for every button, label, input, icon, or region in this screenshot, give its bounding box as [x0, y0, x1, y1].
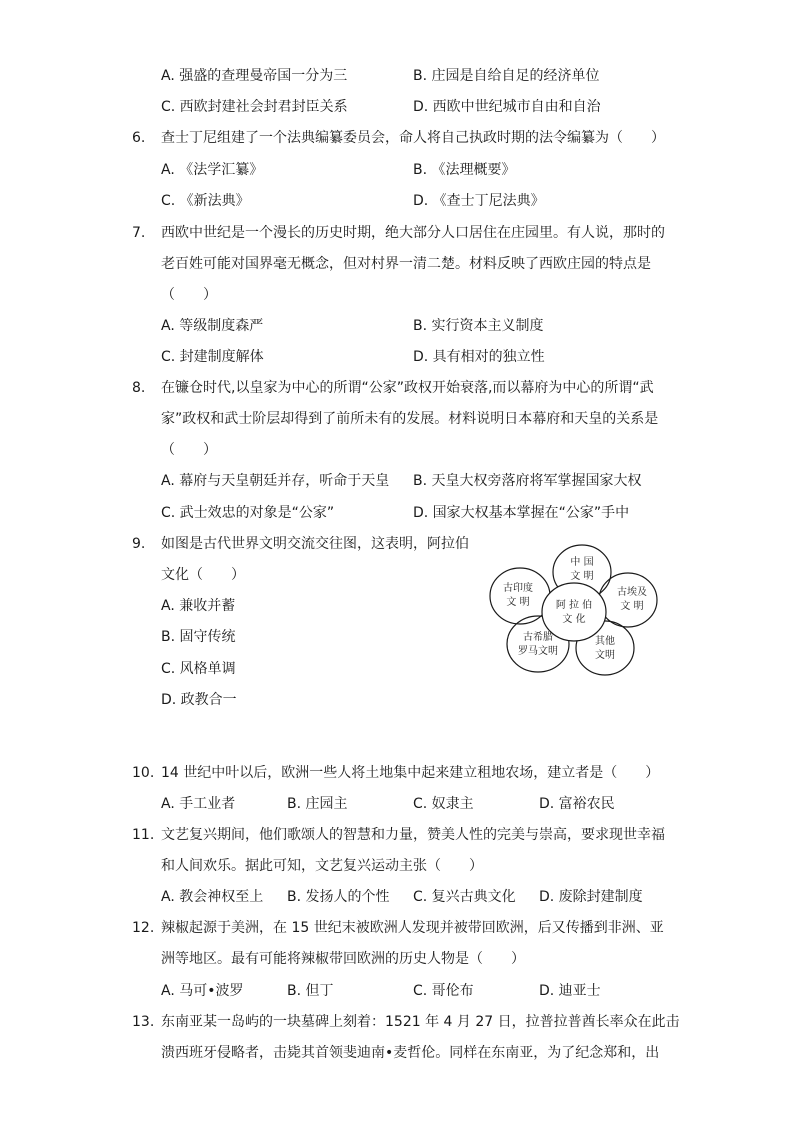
q7-stem-line2: 老百姓可能对国界毫无概念，但对村界一清二楚。材料反映了西欧庄园的特点是: [161, 256, 651, 272]
q8-stem-line3: （ ）: [161, 442, 217, 458]
china-label-1: 中 国: [570, 557, 594, 568]
q9-option-d: D. 政教合一: [161, 692, 237, 708]
q8-stem-line2: 家”政权和武士阶层却得到了前所未有的发展。材料说明日本幕府和天皇的关系是: [161, 411, 659, 427]
q7-stem-line1: 西欧中世纪是一个漫长的历史时期，绝大部分人口居住在庄园里。有人说，那时的: [161, 225, 665, 241]
q12-option-a: A. 马可•波罗: [161, 983, 244, 999]
q11-option-d: D. 废除封建制度: [539, 889, 643, 905]
other-label-1: 其他: [595, 636, 615, 647]
q6-option-b: B. 《法理概要》: [413, 162, 516, 178]
q11-stem-line1: 文艺复兴期间，他们歌颂人的智慧和力量，赞美人性的完美与崇高，要求现世幸福: [161, 827, 665, 843]
q6-option-d: D. 《查士丁尼法典》: [413, 193, 545, 209]
q9-number: 9.: [132, 536, 146, 552]
arab-label-1: 阿 拉 伯: [555, 600, 593, 611]
q10-option-a: A. 手工业者: [161, 796, 236, 812]
egypt-circle: [599, 573, 657, 627]
india-label-1: 古印度: [503, 583, 533, 594]
china-label-2: 文 明: [570, 571, 594, 582]
q5-option-a: A. 强盛的查理曼帝国一分为三: [161, 68, 348, 84]
q8-option-a: A. 幕府与天皇朝廷并存，听命于天皇: [161, 473, 390, 489]
q7-option-c: C. 封建制度解体: [161, 349, 264, 365]
q12-stem-line2: 洲等地区。最有可能将辣椒带回欧洲的历史人物是（ ）: [161, 951, 525, 967]
q13-stem-line2: 溃西班牙侵略者，击毙其首领斐迪南•麦哲伦。同样在东南亚，为了纪念郑和，出: [161, 1045, 660, 1061]
q7-option-d: D. 具有相对的独立性: [413, 349, 545, 365]
egypt-label-1: 古埃及: [617, 587, 647, 598]
q11-option-b: B. 发扬人的个性: [287, 889, 390, 905]
q8-stem-line1: 在镰仓时代,以皇家为中心的所谓“公家”政权开始衰落,而以幕府为中心的所谓“武: [161, 380, 654, 396]
greek-label-1: 古希腊: [523, 632, 553, 643]
q12-number: 12.: [132, 920, 155, 936]
q5-option-c: C. 西欧封建社会封君封臣关系: [161, 99, 348, 115]
q10-number: 10.: [132, 765, 155, 781]
q8-option-b: B. 天皇大权旁落府将军掌握国家大权: [413, 473, 642, 489]
other-label-2: 文明: [595, 650, 615, 661]
egypt-label-2: 文 明: [620, 601, 644, 612]
india-circle: [490, 568, 550, 624]
q11-option-a: A. 教会神权至上: [161, 889, 264, 905]
q9-stem-line2: 文化（ ）: [161, 567, 245, 583]
q12-option-b: B. 但丁: [287, 983, 334, 999]
greek-label-2: 罗马文明: [518, 646, 558, 657]
q12-stem-line1: 辣椒起源于美洲，在 15 世纪末被欧洲人发现并被带回欧洲，后又传播到非洲、亚: [161, 920, 664, 936]
q7-option-a: A. 等级制度森严: [161, 318, 264, 334]
q12-option-c: C. 哥伦布: [413, 983, 474, 999]
q7-number: 7.: [132, 225, 146, 241]
q8-number: 8.: [132, 380, 146, 396]
q6-number: 6.: [132, 130, 146, 146]
q6-option-c: C. 《新法典》: [161, 193, 250, 209]
q5-option-b: B. 庄园是自给自足的经济单位: [413, 68, 600, 84]
q8-option-c: C. 武士效忠的对象是“公家”: [161, 505, 335, 521]
india-label-2: 文 明: [506, 597, 530, 608]
q12-option-d: D. 迪亚士: [539, 983, 601, 999]
q10-stem: 14 世纪中叶以后，欧洲一些人将土地集中起来建立租地农场，建立者是（ ）: [161, 765, 660, 781]
q11-number: 11.: [132, 827, 155, 843]
q13-stem-line1: 东南亚某一岛屿的一块墓碑上刻着：1521 年 4 月 27 日，拉普拉普酋长率众在此击: [161, 1014, 680, 1030]
q10-option-d: D. 富裕农民: [539, 796, 615, 812]
q8-option-d: D. 国家大权基本掌握在“公家”手中: [413, 505, 630, 521]
q7-option-b: B. 实行资本主义制度: [413, 318, 544, 334]
q9-option-c: C. 风格单调: [161, 661, 236, 677]
q5-option-d: D. 西欧中世纪城市自由和自治: [413, 99, 601, 115]
q7-stem-line3: （ ）: [161, 287, 217, 303]
q10-option-b: B. 庄园主: [287, 796, 348, 812]
q9-option-b: B. 固守传统: [161, 629, 236, 645]
arab-label-2: 文 化: [562, 614, 586, 625]
q6-option-a: A. 《法学汇纂》: [161, 162, 264, 178]
q9-option-a: A. 兼收并蓄: [161, 598, 236, 614]
q6-stem: 查士丁尼组建了一个法典编纂委员会，命人将自己执政时期的法令编纂为（ ）: [161, 130, 665, 146]
q9-stem-line1: 如图是古代世界文明交流交往图，这表明，阿拉伯: [161, 536, 469, 552]
q10-option-c: C. 奴隶主: [413, 796, 474, 812]
q11-stem-line2: 和人间欢乐。据此可知，文艺复兴运动主张（ ）: [161, 858, 483, 874]
q13-number: 13.: [132, 1014, 155, 1030]
civilization-exchange-diagram: [486, 538, 666, 688]
q11-option-c: C. 复兴古典文化: [413, 889, 516, 905]
